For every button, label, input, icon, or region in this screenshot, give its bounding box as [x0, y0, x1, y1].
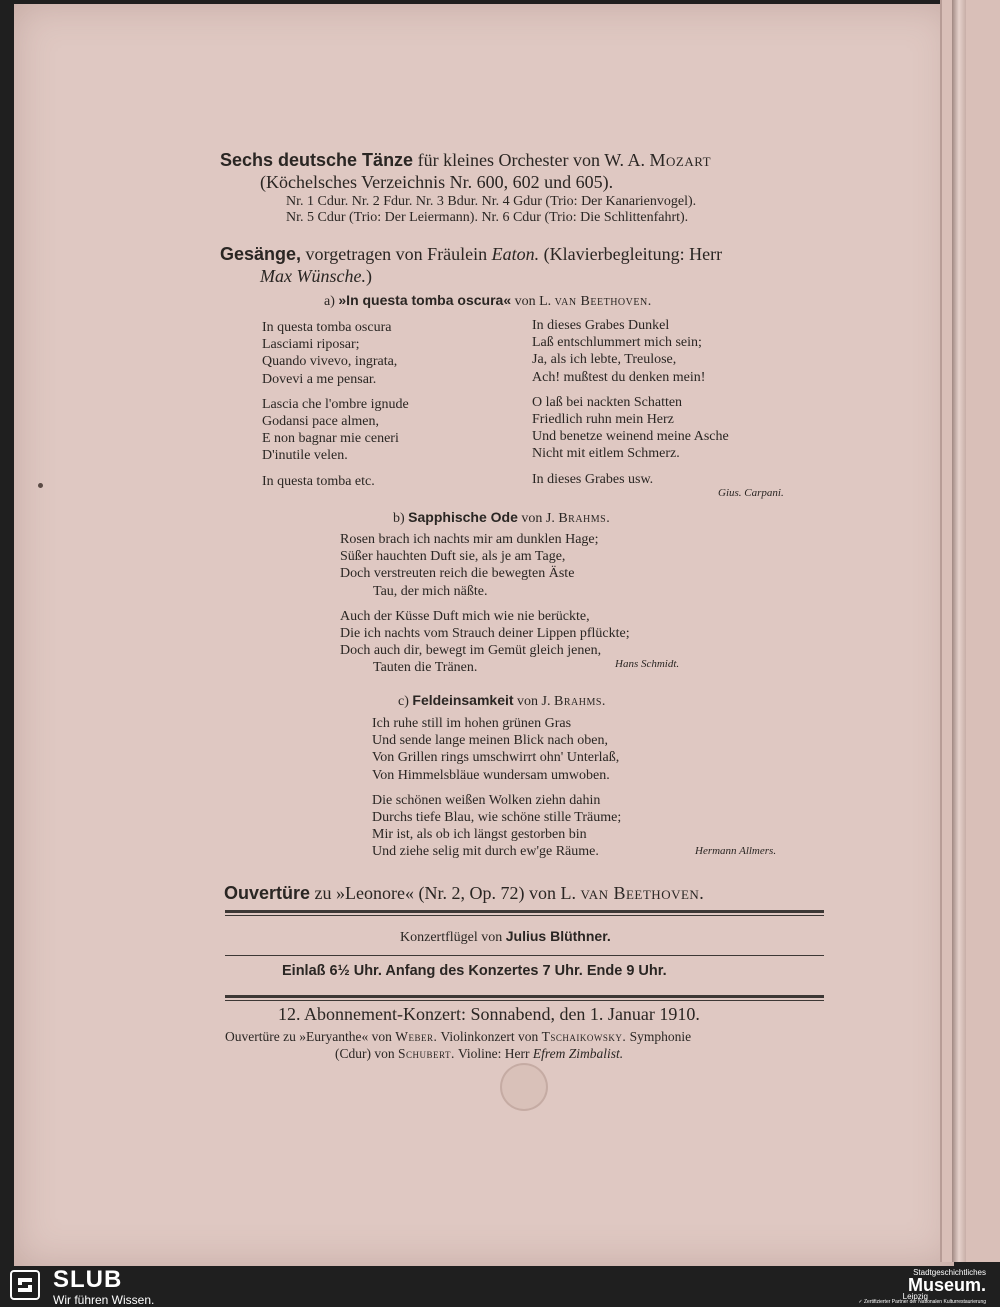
poem-line: Doch verstreuten reich die bewegten Äste: [340, 566, 575, 582]
paper-speck: [38, 483, 43, 488]
poem-line: Friedlich ruhn mein Herz: [532, 411, 674, 427]
song-a-composer: van Beethoven.: [554, 294, 652, 309]
museum-certificate: ✓ Zertifizierter Partner der Nationalen Kulturrestaurierung: [858, 1299, 986, 1305]
slub-name: SLUB: [53, 1266, 123, 1293]
footer-bar: [0, 1266, 1000, 1307]
poem-line: Von Grillen rings umschwirrt ohn' Unterlaß,: [372, 750, 620, 766]
poem-line: In questa tomba oscura: [262, 320, 392, 335]
poem-line: Doch auch dir, bewegt im Gemüt gleich jenen,: [340, 643, 602, 659]
song-c-label: c): [398, 694, 409, 709]
stanza-gap: [372, 784, 621, 792]
section-rule: [225, 910, 824, 913]
song-b-poet: Hans Schmidt.: [615, 658, 680, 670]
poem-line: Die schönen weißen Wolken ziehn dahin: [372, 792, 601, 808]
songs-accompaniment: (Klavierbegleitung: Herr: [539, 244, 723, 264]
next-concert-text: Symphonie: [626, 1029, 692, 1044]
poem-line: Ich ruhe still im hohen grünen Gras: [372, 716, 572, 731]
song-c-poet: Hermann Allmers.: [695, 845, 777, 857]
next-concert-text: (Cdur) von: [335, 1046, 398, 1061]
stanza-gap: [532, 463, 729, 471]
soloist-name: Efrem Zimbalist.: [532, 1046, 624, 1061]
page-fold: [952, 0, 966, 1262]
next-concert-headline: 12. Abonnement-Konzert: Sonnabend, den 1. Januar 1910.: [278, 1004, 700, 1024]
poem-line: Von Himmelsbläue wundersam umwoben.: [372, 767, 610, 783]
next-concert-line-2: [335, 1046, 623, 1062]
composer-schubert: Schubert.: [398, 1046, 455, 1061]
slub-logo-icon: [10, 1270, 40, 1300]
piano-notice: [400, 928, 611, 946]
song-b-composer: Brahms.: [558, 511, 611, 526]
koechel-line: (Köchelsches Verzeichnis Nr. 600, 602 und 605).: [260, 172, 614, 192]
poem-line: Quando vivevo, ingrata,: [262, 354, 398, 370]
piano-maker: Julius Blüthner.: [505, 928, 611, 944]
section-rule: [225, 955, 824, 956]
poem-line: Tauten die Tränen.: [373, 660, 478, 676]
poem-line: Ach! mußtest du denken mein!: [532, 369, 706, 385]
poem-line: In questa tomba etc.: [262, 473, 375, 489]
poem-line: Auch der Küsse Duft mich wie nie berückte,: [340, 608, 590, 624]
library-stamp: [500, 1063, 548, 1111]
piano-prefix: Konzertflügel von: [400, 930, 506, 945]
overture-rest: zu »Leonore« (Nr. 2, Op. 72) von L.: [310, 883, 581, 903]
songs-title-rest: vorgetragen von Fräulein: [301, 244, 492, 264]
mozart-title-rest: für kleines Orchester von W. A.: [413, 150, 650, 170]
song-c-text: [372, 715, 621, 861]
stanza-gap: [340, 600, 630, 608]
museum-label-small: Stadtgeschichtliches: [913, 1268, 986, 1277]
composer-weber: Weber.: [395, 1029, 438, 1044]
pianist-close: ): [365, 266, 372, 286]
museum-city: Leipzig: [902, 1292, 928, 1301]
poem-line: Tau, der mich näßte.: [373, 583, 488, 599]
next-concert-text: Ouvertüre zu »Euryanthe« von: [225, 1029, 396, 1044]
song-a-italian-text: [262, 319, 409, 490]
poem-line: Und ziehe selig mit durch ew'ge Räume.: [372, 844, 599, 860]
song-b-label: b): [393, 511, 405, 526]
songs-heading: [220, 244, 722, 265]
poem-line: Ja, als ich lebte, Treulose,: [532, 352, 677, 368]
song-b-text: [340, 531, 630, 677]
song-a-german-text: [532, 317, 729, 488]
poem-line: Und sende lange meinen Blick nach oben,: [372, 733, 608, 749]
poem-line: Rosen brach ich nachts mir am dunklen Hage;: [340, 532, 599, 547]
song-b-by: von J.: [517, 511, 559, 526]
poem-line: Durchs tiefe Blau, wie schöne stille Träume;: [372, 809, 622, 825]
poem-line: Godansi pace almen,: [262, 413, 380, 429]
pianist-line: [260, 266, 372, 287]
mozart-title: Sechs deutsche Tänze: [220, 150, 414, 170]
singer-name: Eaton.: [491, 244, 540, 264]
mozart-heading: [220, 150, 711, 171]
song-c-by: von J.: [513, 694, 554, 709]
mozart-composer: Mozart: [649, 150, 712, 170]
poem-line: E non bagnar mie ceneri: [262, 431, 399, 447]
page-edge: [940, 0, 1000, 1262]
poem-line: Dovevi a me pensar.: [262, 371, 377, 387]
poem-line: Mir ist, als ob ich längst gestorben bin: [372, 827, 587, 843]
song-a-poet: Gius. Carpani.: [718, 487, 784, 499]
song-a-by: von L.: [511, 294, 555, 309]
song-c-heading: [398, 692, 606, 710]
next-concert-line-1: [225, 1029, 691, 1045]
song-a-label: a): [324, 294, 335, 309]
song-c-composer: Brahms.: [554, 694, 606, 709]
song-b-heading: [393, 509, 610, 527]
overture-line: [224, 883, 704, 904]
song-a-title: »In questa tomba oscura«: [338, 292, 512, 308]
next-concert-text: Violine: Herr: [454, 1046, 533, 1061]
songs-title: Gesänge,: [220, 244, 302, 264]
poem-line: Lascia che l'ombre ignude: [262, 396, 409, 412]
next-concert-text: Violinkonzert von: [437, 1029, 542, 1044]
poem-line: O laß bei nackten Schatten: [532, 394, 683, 410]
dance-numbers-2: Nr. 5 Cdur (Trio: Der Leiermann). Nr. 6 Cdur (Trio: Die Schlittenfahrt).: [286, 210, 689, 225]
poem-line: Süßer hauchten Duft sie, als je am Tage,: [340, 549, 566, 565]
stanza-gap: [262, 465, 409, 473]
poem-line: Und benetze weinend meine Asche: [532, 429, 729, 445]
poem-line: Die ich nachts vom Strauch deiner Lippen pflückte;: [340, 625, 630, 641]
stanza-gap: [262, 388, 409, 396]
poem-line: In dieses Grabes usw.: [532, 471, 654, 487]
overture-title: Ouvertüre: [224, 883, 311, 903]
pianist-name: Max Wünsche.: [260, 266, 366, 286]
composer-tschaikowsky: Tschaikowsky.: [541, 1029, 627, 1044]
poem-line: Lasciami riposar;: [262, 337, 360, 353]
poem-line: In dieses Grabes Dunkel: [532, 318, 670, 333]
overture-composer: van Beethoven.: [580, 883, 705, 903]
song-c-title: Feldeinsamkeit: [412, 692, 514, 708]
concert-times: Einlaß 6½ Uhr. Anfang des Konzertes 7 Uhr. Ende 9 Uhr.: [282, 963, 667, 979]
poem-line: Nicht mit eitlem Schmerz.: [532, 446, 680, 462]
slub-tagline: Wir führen Wissen.: [53, 1293, 155, 1307]
song-b-title: Sapphische Ode: [408, 509, 518, 525]
stanza-gap: [532, 386, 729, 394]
poem-line: Laß entschlummert mich sein;: [532, 335, 702, 351]
museum-label-big: Museum.: [907, 1275, 986, 1295]
poem-line: D'inutile velen.: [262, 448, 348, 464]
song-a-heading: [324, 292, 652, 310]
dance-numbers-1: Nr. 1 Cdur. Nr. 2 Fdur. Nr. 3 Bdur. Nr. 4 Gdur (Trio: Der Kanarienvogel).: [286, 194, 697, 209]
section-rule: [225, 995, 824, 998]
